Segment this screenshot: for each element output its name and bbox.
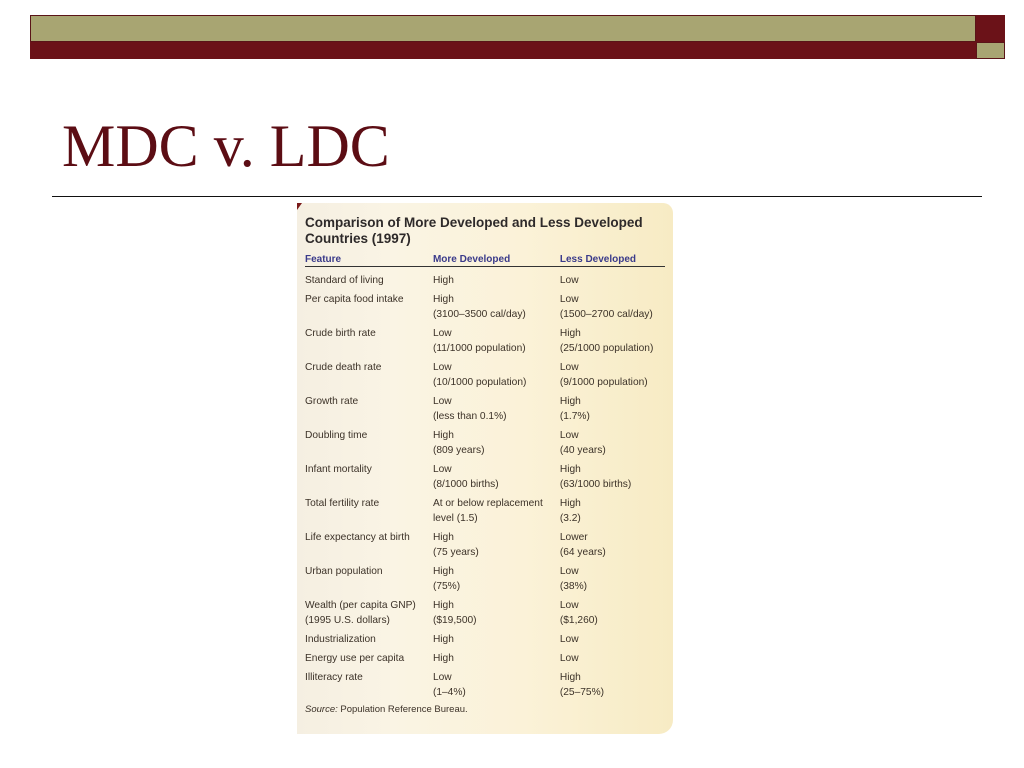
cell-more-developed-line: (less than 0.1%)	[432, 411, 507, 422]
header-bar-maroon-segment	[30, 42, 976, 59]
cell-more-developed-line: Low	[432, 672, 452, 683]
cell-more-developed-line: (3100–3500 cal/day)	[432, 309, 526, 320]
cell-more-developed-line: High	[432, 430, 454, 441]
cell-less-developed-line: Low	[559, 600, 579, 611]
cell-less-developed-line: (1.7%)	[559, 411, 590, 422]
cell-less-developed-line: High	[559, 498, 581, 509]
cell-less-developed-line: Low	[559, 634, 579, 645]
cell-less-developed	[560, 496, 664, 526]
cell-less-developed	[560, 326, 664, 356]
header-feature: Feature	[305, 254, 342, 265]
cell-less-developed	[560, 632, 664, 647]
cell-more-developed-line: High	[432, 532, 454, 543]
source-text: Population Reference Bureau.	[340, 704, 468, 715]
cell-less-developed	[560, 564, 664, 594]
table-row	[305, 326, 664, 356]
cell-more-developed-line: (809 years)	[432, 445, 485, 456]
cell-less-developed-line: High	[559, 464, 581, 475]
cell-more-developed	[433, 428, 560, 458]
cell-less-developed-line: (3.2)	[559, 513, 581, 524]
cell-less-developed	[560, 462, 664, 492]
cell-less-developed	[560, 273, 664, 288]
cell-more-developed	[433, 326, 560, 356]
cell-less-developed	[560, 428, 664, 458]
table-title: Comparison of More Developed and Less Developed Countries (1997)	[305, 215, 643, 246]
table-row	[305, 360, 664, 390]
cell-more-developed-line: High	[432, 634, 454, 645]
cell-more-developed-line: High	[432, 275, 454, 286]
comparison-table-image	[297, 203, 673, 734]
cell-less-developed	[560, 670, 664, 700]
cell-more-developed	[433, 360, 560, 390]
table-row	[305, 428, 664, 458]
cell-less-developed	[560, 598, 664, 628]
table-body	[305, 273, 664, 700]
cell-feature: Life expectancy at birth	[305, 532, 410, 543]
cell-less-developed-line: (25–75%)	[559, 687, 605, 698]
corner-mark	[297, 203, 302, 210]
cell-less-developed-line: Low	[559, 294, 579, 305]
table-row	[305, 273, 664, 288]
slide-title: MDC v. LDC	[62, 113, 390, 179]
cell-feature: Growth rate	[305, 396, 359, 407]
table-row	[305, 394, 664, 424]
cell-more-developed-line: (10/1000 population)	[432, 377, 527, 388]
table-row	[305, 632, 664, 647]
cell-feature: Crude birth rate	[305, 328, 376, 339]
cell-less-developed-line: Low	[559, 362, 579, 373]
table-row	[305, 496, 664, 526]
cell-feature: Infant mortality	[305, 464, 372, 475]
table-row	[305, 530, 664, 560]
header-more-developed: More Developed	[432, 254, 511, 265]
cell-more-developed-line: level (1.5)	[432, 513, 478, 524]
cell-less-developed-line: ($1,260)	[559, 615, 598, 626]
cell-less-developed-line: Low	[559, 430, 579, 441]
cell-more-developed-line: High	[432, 600, 454, 611]
cell-less-developed-line: (1500–2700 cal/day)	[559, 309, 653, 320]
header-rule	[305, 266, 665, 267]
cell-more-developed-line: (8/1000 births)	[432, 479, 499, 490]
header-bar-olive-segment	[30, 15, 976, 42]
cell-less-developed	[560, 292, 664, 322]
cell-more-developed	[433, 670, 560, 700]
cell-feature: Wealth (per capita GNP) (1995 U.S. dollars)	[305, 600, 416, 626]
table-row	[305, 292, 664, 322]
cell-feature: Industrialization	[305, 634, 376, 645]
cell-more-developed	[433, 462, 560, 492]
cell-more-developed-line: (1–4%)	[432, 687, 466, 698]
table-header-row	[305, 249, 664, 265]
cell-less-developed-line: High	[559, 328, 581, 339]
cell-less-developed	[560, 394, 664, 424]
cell-less-developed-line: (63/1000 births)	[559, 479, 632, 490]
cell-less-developed	[560, 530, 664, 560]
cell-more-developed	[433, 598, 560, 628]
table-row	[305, 564, 664, 594]
cell-less-developed-line: Low	[559, 566, 579, 577]
table-row	[305, 462, 664, 492]
cell-more-developed-line: High	[432, 566, 454, 577]
cell-less-developed-line: High	[559, 396, 581, 407]
cell-feature: Per capita food intake	[305, 294, 404, 305]
table-row	[305, 651, 664, 666]
cell-less-developed-line: Low	[559, 275, 579, 286]
cell-less-developed-line: High	[559, 672, 581, 683]
cell-less-developed-line: (38%)	[559, 581, 588, 592]
cell-more-developed-line: (11/1000 population)	[432, 343, 526, 354]
cell-less-developed-line: (25/1000 population)	[559, 343, 654, 354]
cell-more-developed-line: Low	[432, 396, 452, 407]
cell-feature: Urban population	[305, 566, 383, 577]
table-row	[305, 598, 664, 628]
cell-feature: Energy use per capita	[305, 653, 405, 664]
cell-less-developed	[560, 360, 664, 390]
cell-more-developed	[433, 496, 560, 526]
cell-more-developed	[433, 564, 560, 594]
cell-more-developed	[433, 394, 560, 424]
header-bar-olive-square	[976, 42, 1005, 59]
header-bar-maroon-square	[976, 15, 1005, 42]
cell-more-developed	[433, 530, 560, 560]
cell-more-developed-line: (75 years)	[432, 547, 479, 558]
cell-more-developed	[433, 651, 560, 666]
cell-more-developed-line: High	[432, 294, 454, 305]
title-underline	[52, 196, 982, 197]
cell-feature: Doubling time	[305, 430, 368, 441]
table-row	[305, 670, 664, 700]
cell-less-developed	[560, 651, 664, 666]
cell-feature: Total fertility rate	[305, 498, 380, 509]
cell-more-developed-line: Low	[432, 328, 452, 339]
cell-more-developed	[433, 632, 560, 647]
cell-more-developed	[433, 292, 560, 322]
cell-less-developed-line: (40 years)	[559, 445, 606, 456]
cell-less-developed-line: (64 years)	[559, 547, 606, 558]
cell-feature: Crude death rate	[305, 362, 382, 373]
cell-more-developed-line: (75%)	[432, 581, 461, 592]
cell-more-developed-line: ($19,500)	[432, 615, 477, 626]
source-label: Source:	[305, 704, 338, 715]
cell-less-developed-line: (9/1000 population)	[559, 377, 648, 388]
cell-more-developed	[433, 273, 560, 288]
cell-less-developed-line: Low	[559, 653, 579, 664]
decorative-header-bar	[30, 15, 1005, 59]
cell-less-developed-line: Lower	[559, 532, 588, 543]
cell-more-developed-line: At or below replacement	[432, 498, 543, 509]
header-less-developed: Less Developed	[559, 254, 637, 265]
cell-feature: Standard of living	[305, 275, 384, 286]
cell-more-developed-line: High	[432, 653, 454, 664]
cell-more-developed-line: Low	[432, 464, 452, 475]
cell-more-developed-line: Low	[432, 362, 452, 373]
cell-feature: Illiteracy rate	[305, 672, 363, 683]
table-source	[305, 704, 664, 715]
